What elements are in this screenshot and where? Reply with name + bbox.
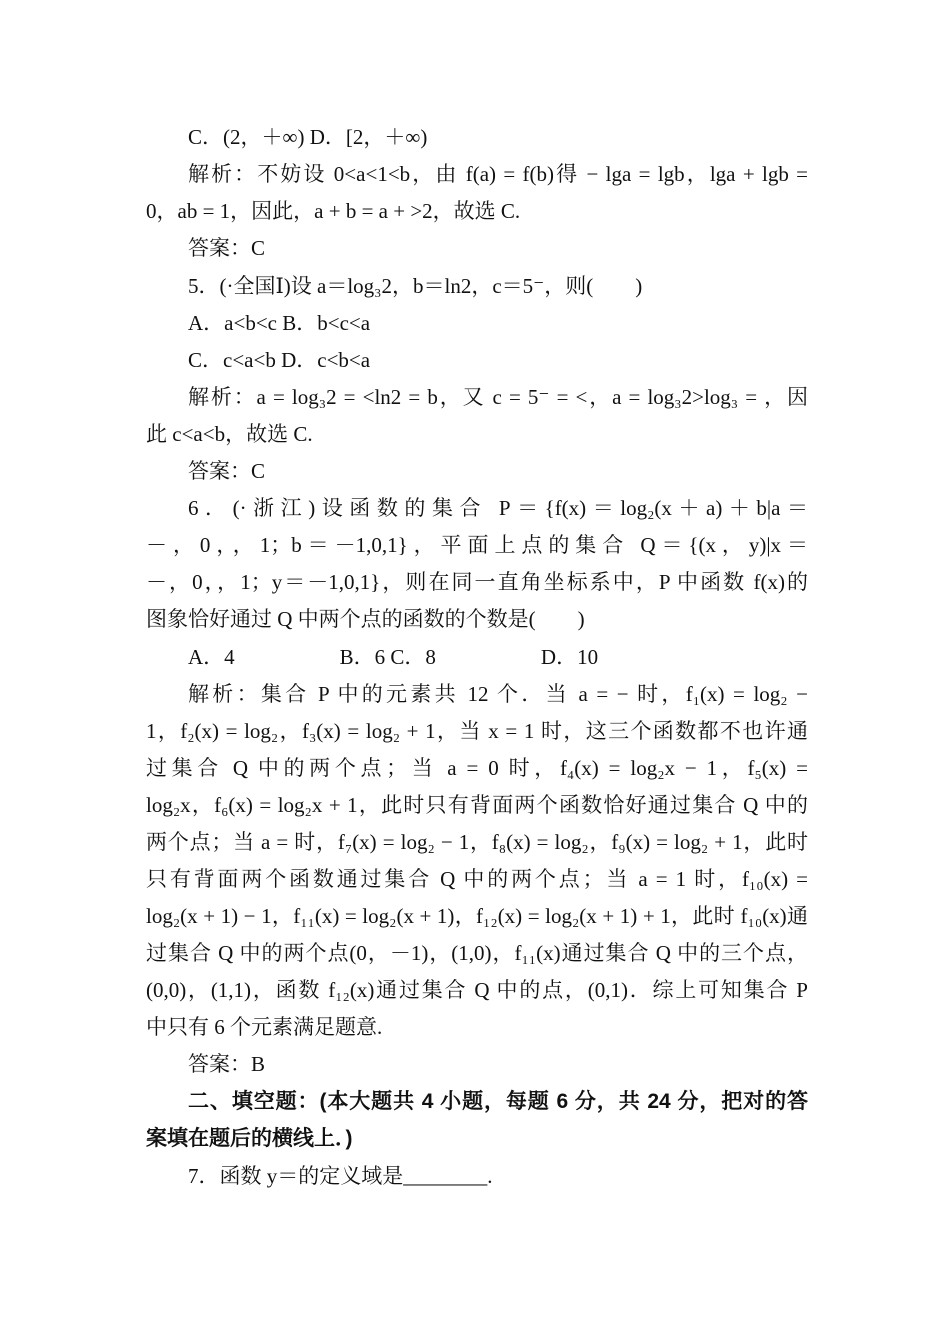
- answer-line: 答案：B: [188, 1052, 266, 1076]
- question-6-line: 图象恰好通过 Q 中两个点的函数的个数是( ): [146, 607, 585, 631]
- solution-line: 0，ab = 1，因此，a + b = a + >2，故选 C.: [146, 199, 521, 223]
- answer-line: 答案：C: [188, 459, 266, 483]
- solution-line: 解析：集合 P 中的元素共 12 个．当 a = − 时，f₁(x) = log₂ −: [188, 682, 808, 706]
- option-line-c-d: C．c<a<b D．c<b<a: [188, 348, 371, 372]
- solution-line: 只有背面两个函数通过集合 Q 中的两个点；当 a = 1 时，f₁₀(x) =: [146, 867, 808, 891]
- solution-line: 过集合 Q 中的两个点；当 a = 0 时，f₄(x) = log₂x − 1，f₅(x) =: [146, 756, 808, 780]
- question-5: 5．(·全国Ⅰ)设 a＝log₃2，b＝ln2，c＝5⁻，则( ): [188, 274, 643, 298]
- question-7: 7．函数 y＝的定义域是________.: [188, 1164, 493, 1188]
- solution-line: 1，f₂(x) = log₂，f₃(x) = log₂ + 1，当 x = 1 时，这三个函数都不也许通: [146, 719, 808, 743]
- solution-line: log₂x，f₆(x) = log₂x + 1，此时只有背面两个函数恰好通过集合 Q 中的: [146, 793, 808, 817]
- question-6-line: －，0，，1；b＝－1,0,1}，平面上点的集合 Q＝{(x，y)|x＝: [146, 533, 808, 557]
- solution-line: 此 c<a<b，故选 C.: [146, 422, 313, 446]
- solution-line: 过集合 Q 中的两个点(0，－1)，(1,0)，f₁₁(x)通过集合 Q 中的三个点，: [146, 941, 808, 965]
- solution-line: 解析：不妨设 0<a<1<b，由 f(a) = f(b)得 − lga = lgb，lga + lgb =: [188, 162, 808, 186]
- solution-line: log₂(x + 1) − 1，f₁₁(x) = log₂(x + 1)，f₁₂(x) = log₂(x + 1) + 1，此时 f₁₀(x)通: [146, 904, 808, 928]
- option-line-a-b: A．a<b<c B．b<c<a: [188, 311, 371, 335]
- solution-line: (0,0)，(1,1)，函数 f₁₂(x)通过集合 Q 中的点，(0,1)．综上可知集合 P: [146, 978, 808, 1002]
- question-6: 6．(·浙江)设函数的集合 P＝{f(x)＝log₂(x＋a)＋b|a＝: [188, 496, 808, 520]
- solution-line: 中只有 6 个元素满足题意.: [146, 1015, 383, 1039]
- solution-line: 两个点；当 a = 时，f₇(x) = log₂ − 1，f₈(x) = log₂，f₉(x) = log₂ + 1，此时: [146, 830, 808, 854]
- section-heading: 二、填空题：(本大题共 4 小题，每题 6 分，共 24 分，把对的答: [188, 1090, 808, 1113]
- section-heading-line: 案填在题后的横线上．): [146, 1127, 353, 1150]
- question-6-line: －，0，，1；y＝－1,0,1}，则在同一直角坐标系中，P 中函数 f(x)的: [146, 570, 808, 594]
- solution-line: 解析：a = log₃2 = <ln2 = b，又 c = 5⁻ = <，a = log₃2>log₃ = ，因: [188, 385, 808, 409]
- answer-line: 答案：C: [188, 236, 266, 260]
- options-line: A．4 B．6 C．8 D．10: [188, 645, 599, 669]
- option-line-c-d: C．(2，＋∞) D．[2，＋∞): [188, 125, 428, 149]
